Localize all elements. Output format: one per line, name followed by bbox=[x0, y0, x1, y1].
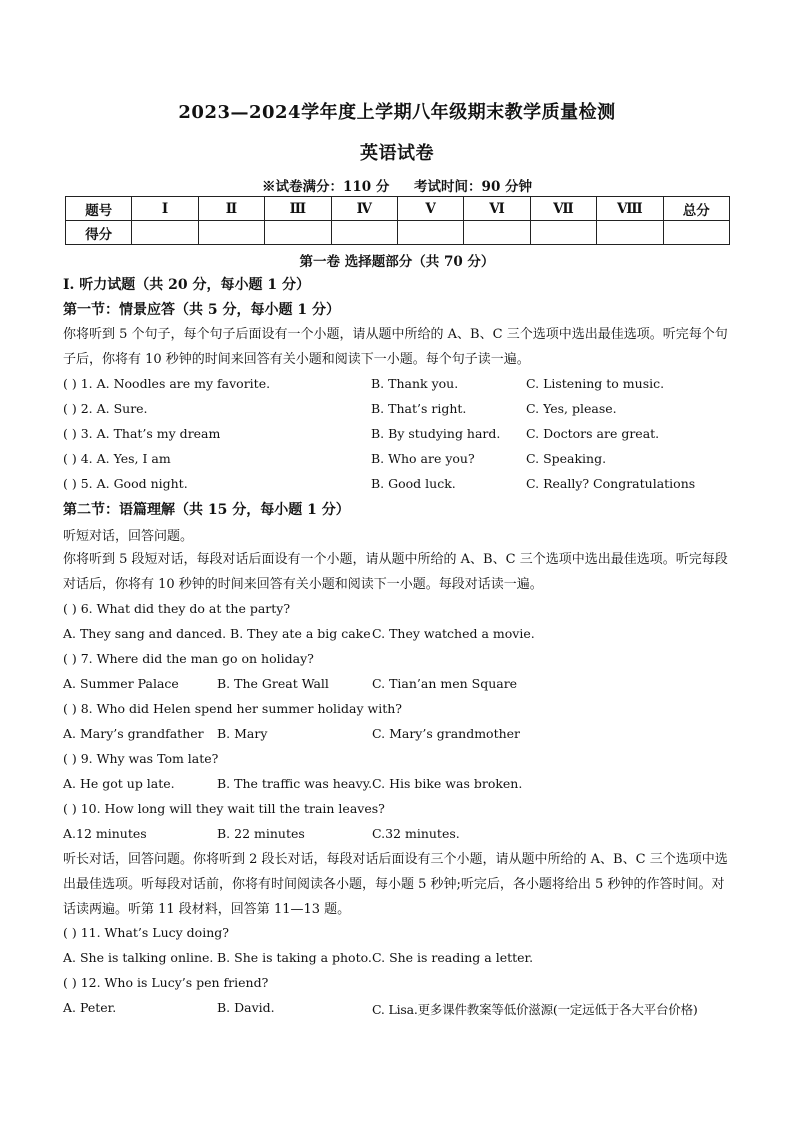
options-row bbox=[63, 950, 743, 970]
score-cell: 总分 bbox=[663, 197, 729, 221]
question-stem: ( ) 11. What’s Lucy doing? bbox=[63, 925, 229, 940]
score-entry-cell[interactable] bbox=[464, 221, 530, 245]
question-stem: ( ) 6. What did they do at the party? bbox=[63, 601, 291, 616]
option-a-b: A. They sang and danced. B. They ate a big cake bbox=[63, 626, 371, 641]
score-cell: Ⅱ bbox=[198, 197, 264, 221]
score-entry-cell[interactable] bbox=[530, 221, 596, 245]
option-b: B. 22 minutes bbox=[217, 826, 305, 841]
score-entry-cell[interactable] bbox=[597, 221, 663, 245]
question-stem: ( ) 2. A. Sure. bbox=[63, 401, 148, 416]
question-stem: ( ) 9. Why was Tom late? bbox=[63, 751, 219, 766]
option-b: B. Who are you? bbox=[371, 451, 475, 466]
option-b: B. By studying hard. bbox=[371, 426, 501, 441]
question-stem: ( ) 5. A. Good night. bbox=[63, 476, 188, 491]
option-c: C. Speaking. bbox=[526, 451, 607, 466]
long-dialogue-instructions: 听长对话，回答问题。你将听到 2 段长对话，每段对话后面设有三个小题，请从题中所给的 A、B、C 三个选项中选出最佳选项。听每段对话前，你将有时间阅读各小题，每小题 5 秒钟;听完后，各小题将给出 5 秒钟的作答时间。对话读两遍。听第 11 段材料，回答第 11—13 题。 bbox=[63, 852, 728, 917]
score-cell: Ⅳ bbox=[331, 197, 397, 221]
score-entry-cell[interactable] bbox=[265, 221, 331, 245]
score-cell: Ⅲ bbox=[265, 197, 331, 221]
options-row bbox=[63, 676, 743, 696]
option-c: C. She is reading a letter. bbox=[372, 950, 534, 965]
question-row bbox=[63, 401, 743, 421]
part-title: 第一卷 选择题部分（共 70 分） bbox=[299, 254, 495, 270]
question-stem: ( ) 3. A. That’s my dream bbox=[63, 426, 221, 441]
score-cell: Ⅴ bbox=[397, 197, 463, 221]
exam-time: 考试时间：90 分钟 bbox=[414, 179, 533, 195]
option-a: A. She is talking online. bbox=[63, 950, 214, 965]
option-b: B. The traffic was heavy. bbox=[217, 776, 373, 791]
question-row bbox=[63, 376, 743, 396]
question-row bbox=[63, 975, 743, 995]
option-c: C. They watched a movie. bbox=[372, 626, 535, 641]
subsection-title: 第一节：情景应答（共 5 分，每小题 1 分） bbox=[63, 302, 340, 318]
question-row bbox=[63, 925, 743, 945]
options-row bbox=[63, 776, 743, 796]
question-row bbox=[63, 426, 743, 446]
question-row bbox=[63, 476, 743, 496]
instructions: 你将听到 5 段短对话，每段对话后面设有一个小题，请从题中所给的 A、B、C 三个选项中选出最佳选项。听完每段对话后，你将有 10 秒钟的时间来回答有关小题和阅读下一小题。每段对话读一遍。 bbox=[63, 552, 728, 592]
option-b: B. She is taking a photo. bbox=[217, 950, 372, 965]
option-b: B. That’s right. bbox=[371, 401, 467, 416]
options-row bbox=[63, 726, 743, 746]
score-entry-cell[interactable] bbox=[663, 221, 729, 245]
question-stem: ( ) 12. Who is Lucy’s pen friend? bbox=[63, 975, 269, 990]
option-b: B. Mary bbox=[217, 726, 268, 741]
option-c: C. Really? Congratulations bbox=[526, 476, 696, 491]
section-title: Ⅰ. 听力试题（共 20 分，每小题 1 分） bbox=[63, 277, 311, 293]
question-stem: ( ) 10. How long will they wait till the train leaves? bbox=[63, 801, 385, 816]
option-a: A. Mary’s grandfather bbox=[63, 726, 204, 741]
option-b: B. David. bbox=[217, 1000, 275, 1015]
option-c: C. Mary’s grandmother bbox=[372, 726, 521, 741]
question-stem: ( ) 1. A. Noodles are my favorite. bbox=[63, 376, 271, 391]
option-c: C. Listening to music. bbox=[526, 376, 665, 391]
score-cell: 题号 bbox=[66, 197, 132, 221]
instructions: 你将听到 5 个句子，每个句子后面设有一个小题，请从题中所给的 A、B、C 三个选项中选出最佳选项。听完每个句子后，你将有 10 秒钟的时间来回答有关小题和阅读下一小题。每个句子读一遍。 bbox=[63, 327, 728, 367]
question-stem: ( ) 4. A. Yes, I am bbox=[63, 451, 171, 466]
full-score: ※试卷满分：110 分 bbox=[261, 179, 390, 195]
exam-subject: 英语试卷 bbox=[360, 143, 434, 164]
option-c: C.32 minutes. bbox=[372, 826, 460, 841]
question-stem: ( ) 8. Who did Helen spend her summer holiday with? bbox=[63, 701, 402, 716]
option-b: B. The Great Wall bbox=[217, 676, 329, 691]
exam-title: 2023—2024学年度上学期八年级期末教学质量检测 bbox=[178, 102, 616, 123]
score-entry-cell[interactable] bbox=[331, 221, 397, 245]
score-table bbox=[65, 196, 730, 245]
question-stem: ( ) 7. Where did the man go on holiday? bbox=[63, 651, 314, 666]
question-row bbox=[63, 601, 743, 621]
options-row bbox=[63, 626, 743, 646]
score-entry-cell[interactable] bbox=[397, 221, 463, 245]
question-row bbox=[63, 651, 743, 671]
score-label-cell: 得分 bbox=[66, 221, 132, 245]
score-entry-cell[interactable] bbox=[198, 221, 264, 245]
option-b: B. Thank you. bbox=[371, 376, 459, 391]
option-c: C. Doctors are great. bbox=[526, 426, 660, 441]
exam-info bbox=[0, 175, 794, 195]
option-a: A. Summer Palace bbox=[63, 676, 179, 691]
options-row bbox=[63, 826, 743, 846]
question-row bbox=[63, 751, 743, 771]
subsection-title: 第二节：语篇理解（共 15 分，每小题 1 分） bbox=[63, 502, 350, 518]
score-cell: Ⅰ bbox=[132, 197, 198, 221]
score-cell: Ⅷ bbox=[597, 197, 663, 221]
option-c: C. His bike was broken. bbox=[372, 776, 523, 791]
option-a: A. He got up late. bbox=[63, 776, 175, 791]
score-table-score-row bbox=[66, 221, 730, 245]
score-cell: Ⅶ bbox=[530, 197, 596, 221]
short-dialogue-intro: 听短对话，回答问题。 bbox=[63, 529, 194, 544]
option-c: C. Tian’an men Square bbox=[372, 676, 518, 691]
option-b: B. Good luck. bbox=[371, 476, 456, 491]
option-c: C. Yes, please. bbox=[526, 401, 617, 416]
option-a: A. Peter. bbox=[63, 1000, 117, 1015]
score-table-header-row bbox=[66, 197, 730, 221]
options-row bbox=[63, 1000, 743, 1020]
option-a: A.12 minutes bbox=[63, 826, 147, 841]
question-row bbox=[63, 801, 743, 821]
option-c: C. Lisa.更多课件教案等低价滋源(一定远低于各大平台价格) bbox=[372, 1002, 698, 1017]
score-entry-cell[interactable] bbox=[132, 221, 198, 245]
question-row bbox=[63, 701, 743, 721]
question-row bbox=[63, 451, 743, 471]
score-cell: Ⅵ bbox=[464, 197, 530, 221]
